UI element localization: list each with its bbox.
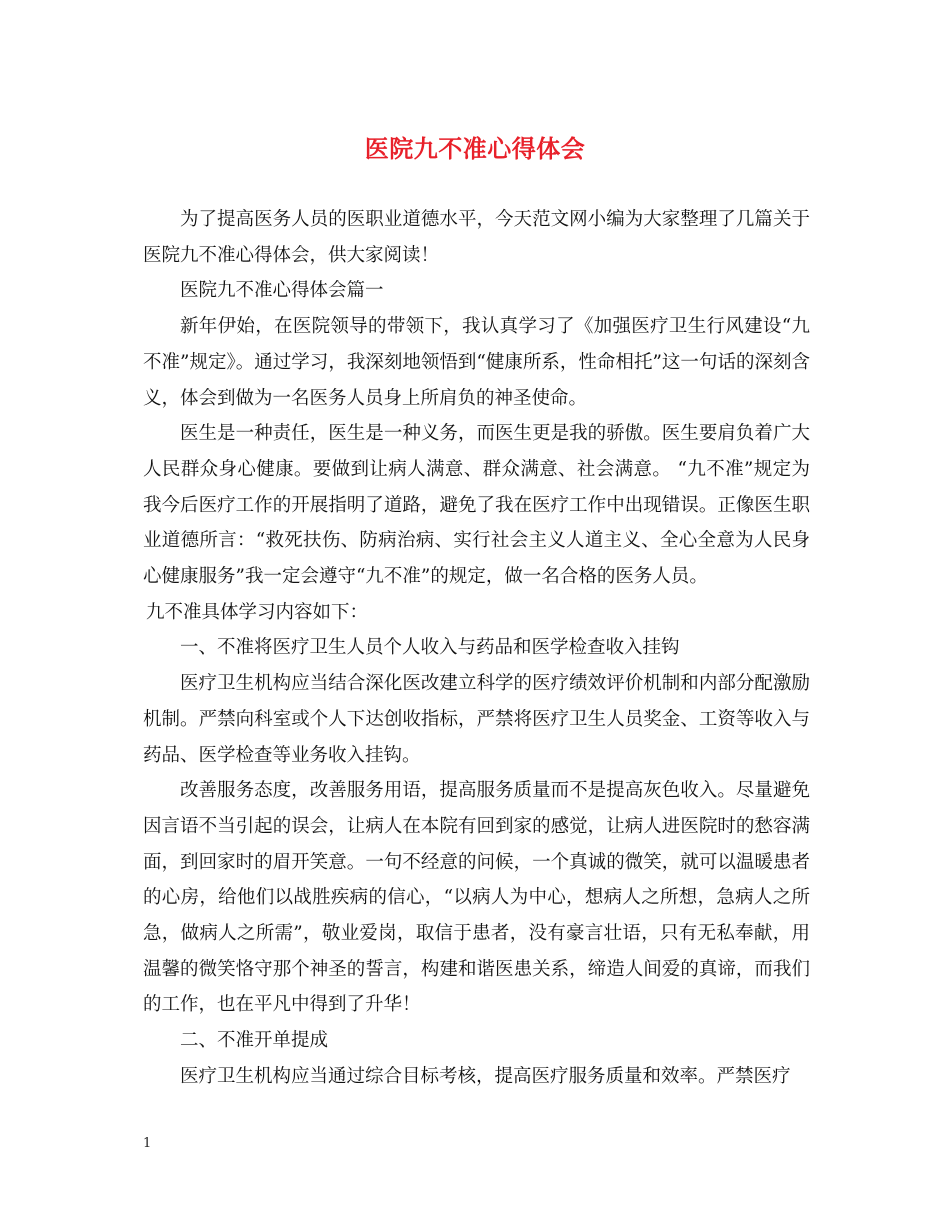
document-title: 医院九不准心得体会 [364, 134, 586, 163]
body-paragraph: 医生是一种责任，医生是一种义务，而医生更是我的骄傲。医生要肩负着广大人民群众身心健康。要做到让病人满意、群众满意、社会满意。 “九不准”规定为我今后医疗工作的开展指明了道路，避免了我在医疗工作中出现错误。正像医生职业道德所言：“救死扶伤、防病治病、实行社会主义人道主义、全心全意为人民身心健康服务”我一定会遵守“九不准”的规定，做一名合格的医务人员。 [143, 423, 810, 588]
body-paragraph: 医疗卫生机构应当通过综合目标考核，提高医疗服务质量和效率。严禁医疗 [180, 1065, 791, 1087]
document-body [143, 202, 810, 1095]
list-intro: 九不准具体学习内容如下： [146, 601, 369, 623]
page-number: 1 [143, 1136, 152, 1151]
body-paragraph: 医疗卫生机构应当结合深化医改建立科学的医疗绩效评价机制和内部分配激励机制。严禁向科室或个人下达创收指标，严禁将医疗卫生人员奖金、工资等收入与药品、医学检查等业务收入挂钩。 [143, 673, 810, 766]
body-paragraph: 新年伊始，在医院领导的带领下，我认真学习了《加强医疗卫生行风建设“九不准”规定》。通过学习，我深刻地领悟到“健康所系，性命相托”这一句话的深刻含义，体会到做为一名医务人员身上所肩负的神圣使命。 [143, 316, 810, 409]
rule-heading-one: 一、不准将医疗卫生人员个人收入与药品和医学检查收入挂钩 [180, 637, 680, 659]
section-heading-part-one: 医院九不准心得体会篇一 [180, 280, 384, 302]
intro-paragraph: 为了提高医务人员的医职业道德水平，今天范文网小编为大家整理了几篇关于医院九不准心得体会，供大家阅读！ [143, 209, 810, 266]
body-paragraph: 改善服务态度，改善服务用语，提高服务质量而不是提高灰色收入。尽量避免因言语不当引起的误会，让病人在本院有回到家的感觉，让病人进医院时的愁容满面，到回家时的眉开笑意。一句不经意的问候，一个真诚的微笑，就可以温暖患者的心房，给他们以战胜疾病的信心，“以病人为中心，想病人之所想，急病人之所急，做病人之所需”，敬业爱岗，取信于患者，没有豪言壮语，只有无私奉献，用温馨的微笑恪守那个神圣的誓言，构建和谐医患关系，缔造人间爱的真谛，而我们的工作，也在平凡中得到了升华！ [143, 780, 810, 1016]
rule-heading-two: 二、不准开单提成 [180, 1030, 329, 1052]
